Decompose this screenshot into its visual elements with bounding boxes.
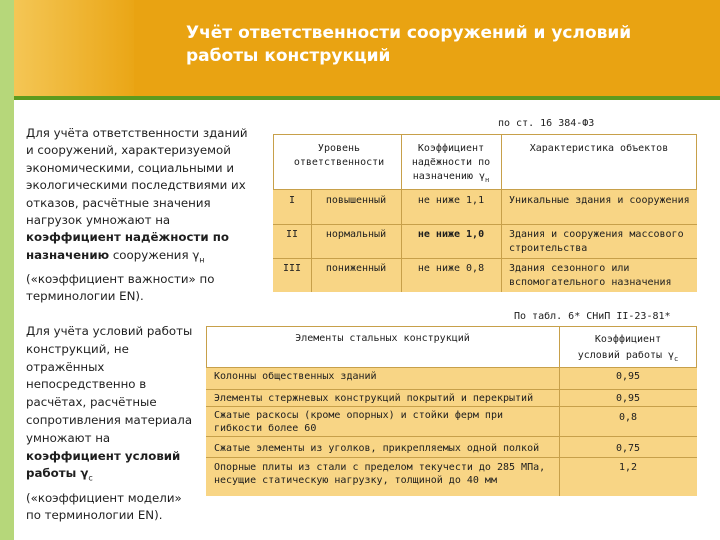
p1-sub: н [199,255,205,265]
table1-row2-coef: не ниже 1,0 [417,229,485,240]
p1-text: Для учёта ответственности зданий и сооружений, характеризуемой экономическими, социальными и экологическими последствиями их отказов, расчётные значения нагрузок умножают на [26,126,248,228]
table2-header-coef: Коэффициент условий работы $\gamma_c$ [577,334,679,363]
p1-bold: коэффициент надёжности по назначению [26,230,229,262]
table1-header-coef: Коэффициент надёжности по назначению $\gamma_н$ [411,143,491,184]
table2-row2-element: Элементы стержневых конструкций покрытий и перекрытий [214,393,534,404]
table1-row2-num: II [285,229,299,240]
slide-title-line1: Учёт ответственности сооружений и условий [186,23,632,43]
table1-header-char: Характеристика объектов [529,143,669,154]
table1-row3-level: пониженный [325,263,387,274]
table2-source: По табл. 6* СНиП II-23-81* [514,311,671,322]
table1-source: по ст. 16 384-ФЗ [498,118,595,129]
p2-text: Для учёта условий работы конструкций, не отражённых непосредственно в расчётах, расчётные сопротивления материала умножают на [26,324,193,445]
responsibility-table [273,134,697,292]
side-accent-bar [0,0,14,540]
table2-row3-coef: 0,8 [618,412,638,423]
work-conditions-paragraph [26,323,196,527]
table2-row2-coef: 0,95 [615,393,641,404]
table1-row1-coef: не ниже 1,1 [417,195,485,206]
table1-row1-level: повышенный [325,195,387,206]
table2-header-elements: Элементы стальных конструкций [295,333,470,344]
p1-note: («коэффициент важности» по терминологии EN). [26,271,215,304]
steel-elements-table [206,326,697,496]
slide-title-line2: работы конструкций [186,46,391,66]
p2-bold: коэффициент условий работы γ [26,448,181,481]
p1-tail: сооружения γ [112,247,200,262]
table1-row3-num: III [282,263,302,274]
table1-row1-char: Уникальные здания и сооружения [509,195,690,206]
table1-row3-char: Здания сезонного или вспомогательного назначения [509,263,672,288]
slide-title [186,22,706,68]
p2-note: («коэффициент модели» по терминологии EN). [26,490,182,523]
header-decoration [14,0,134,96]
table2-row1-element: Колонны общественных зданий [214,371,377,382]
table2-row4-element: Сжатые элементы из уголков, прикрепляемых одной полкой [214,443,540,454]
table2-row3-element: Сжатые раскосы (кроме опорных) и стойки ферм при гибкости более 60 [214,410,503,434]
table2-row1-coef: 0,95 [615,371,641,382]
table1-row2-level: нормальный [325,229,387,240]
table2-row5-element: Опорные плиты из стали с пределом текучести до 285 МПа, несущие статическую нагрузку, толщиной до 40 мм [214,462,546,486]
table1-row1-num: I [288,195,296,206]
header-divider [14,96,720,100]
responsibility-paragraph [26,125,258,307]
table1-header-level: Уровень ответственности [293,143,385,168]
table1-row3-coef: не ниже 0,8 [417,263,485,274]
table2-row5-coef: 1,2 [618,462,638,473]
p2-sub: c [88,473,93,483]
table2-row4-coef: 0,75 [615,443,641,454]
slide-header [14,0,720,96]
table1-row2-char: Здания и сооружения массового строительства [509,229,684,254]
